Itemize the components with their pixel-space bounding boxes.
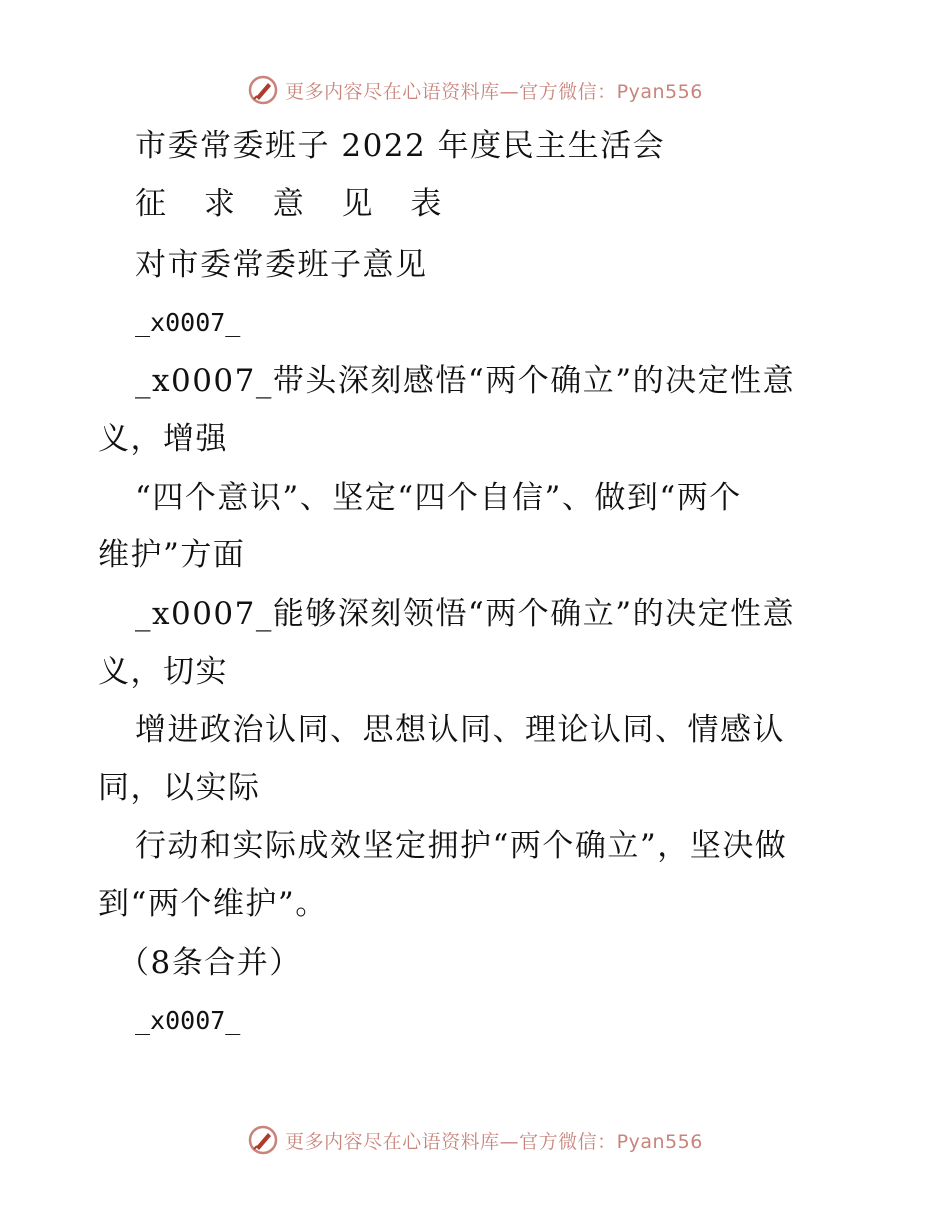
document-title: 市委常委班子 2022 年度民主生活会 xyxy=(135,128,666,164)
body-paragraph-line: “四个意识”、坚定“四个自信”、做到“两个 xyxy=(135,480,742,516)
quill-pen-logo-icon xyxy=(247,1124,279,1156)
body-paragraph-line: 义，切实 xyxy=(98,654,228,690)
body-paragraph-line: 义，增强 xyxy=(98,421,228,457)
body-paragraph-line: 增进政治认同、思想认同、理论认同、情感认 xyxy=(135,712,785,748)
body-paragraph-line: 行动和实际成效坚定拥护“两个确立”，坚决做 xyxy=(135,828,788,864)
watermark-text: 更多内容尽在心语资料库—官方微信：Pyan556 xyxy=(285,80,703,103)
section-heading: 对市委常委班子意见 xyxy=(135,247,428,283)
header-watermark xyxy=(0,70,950,110)
footer-watermark xyxy=(0,1120,950,1160)
body-paragraph-line: 到“两个维护”。 xyxy=(98,886,328,922)
quill-pen-logo-icon xyxy=(247,74,279,106)
body-paragraph-line: 维护”方面 xyxy=(98,537,246,573)
document-subtitle: 征 求 意 见 表 xyxy=(135,186,456,222)
merge-note: （8条合并） xyxy=(118,945,302,981)
watermark-text: 更多内容尽在心语资料库—官方微信：Pyan556 xyxy=(285,1130,703,1153)
body-paragraph-line: _x0007_能够深刻领悟“两个确立”的决定性意 xyxy=(135,596,796,632)
control-code-line: _x0007_ xyxy=(135,1006,241,1035)
body-paragraph-line: _x0007_带头深刻感悟“两个确立”的决定性意 xyxy=(135,363,796,399)
control-code-line: _x0007_ xyxy=(135,308,241,337)
body-paragraph-line: 同，以实际 xyxy=(98,770,261,806)
